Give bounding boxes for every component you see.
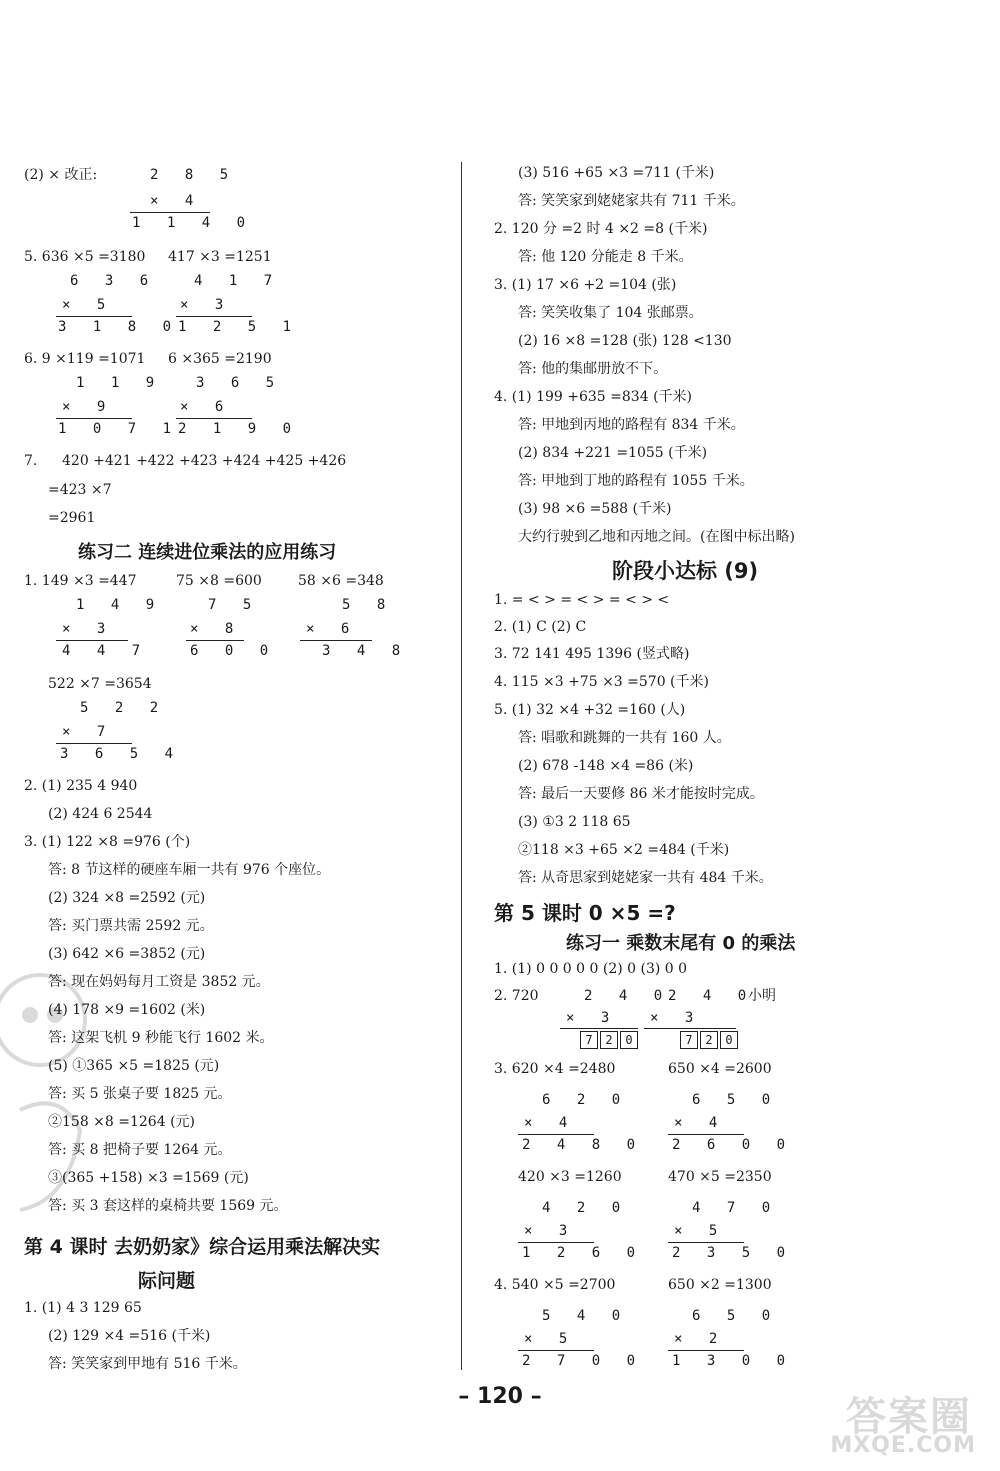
vertical-calc-result: 3 1 8 0 <box>58 319 181 335</box>
lesson-5-item-3d: 470 ×5 =2350 <box>668 1169 772 1185</box>
answer-boxes <box>680 1031 740 1049</box>
vertical-calc-top: 6 5 0 <box>692 1092 780 1108</box>
vertical-calc-mid: × 5 <box>524 1331 577 1347</box>
practice-item-2b: (2) 424 6 2544 <box>48 806 153 822</box>
item-4: 4. (1) 199 +635 =834 (千米) <box>494 389 692 405</box>
vertical-calc-mid: × 6 <box>306 621 359 637</box>
answer-boxes <box>580 1031 640 1049</box>
vertical-calc-top: 2 4 0 <box>584 988 672 1004</box>
vertical-calc-result: 1 0 7 1 <box>58 421 181 437</box>
practice-item-3-2: (2) 324 ×8 =2592 (元) <box>48 890 206 906</box>
test-item-1: 1. = < > = < > = < > < <box>494 592 670 608</box>
vertical-calc-result: 1 2 5 1 <box>178 319 301 335</box>
watermark-logo <box>822 1383 982 1463</box>
item-6: 6. 9 ×119 =1071 <box>24 351 146 367</box>
vertical-calc-top: 2 4 0 <box>668 988 756 1004</box>
lesson-5-item-2-name: 小明 <box>748 988 776 1004</box>
calc-line <box>668 1242 744 1243</box>
vertical-calc-top: 6 3 6 <box>70 273 158 289</box>
lesson-5-subheading: 练习一 乘数末尾有 0 的乘法 <box>566 933 796 954</box>
vertical-calc-mid: × 3 <box>524 1223 577 1239</box>
vertical-calc-top: 6 5 0 <box>692 1308 780 1324</box>
vertical-calc-result: 4 4 7 <box>62 643 150 659</box>
lesson-5-heading: 第 5 课时 0 ×5 =? <box>494 901 676 925</box>
test-item-5-2: (2) 678 -148 ×4 =86 (米) <box>518 758 694 774</box>
item-7-step: =423 ×7 <box>48 482 112 498</box>
vertical-calc-result: 3 4 8 <box>322 643 410 659</box>
answer-line: 大约行驶到乙地和丙地之间。(在图中标出略) <box>518 529 795 545</box>
test-item-2: 2. (1) C (2) C <box>494 619 587 635</box>
digit-box: 2 <box>700 1031 718 1049</box>
vertical-calc-top: 5 8 <box>342 597 395 613</box>
lesson-5-item-3c: 420 ×3 =1260 <box>518 1169 622 1185</box>
answer-line: 答: 笑笑家到甲地有 516 千米。 <box>48 1356 247 1372</box>
vertical-calc-result: 2 7 0 0 <box>522 1353 645 1369</box>
item-6b: 6 ×365 =2190 <box>168 351 272 367</box>
test-item-4: 4. 115 ×3 +75 ×3 =570 (千米) <box>494 674 709 690</box>
digit-box: 0 <box>620 1031 638 1049</box>
vertical-calc-top: 7 5 <box>208 597 261 613</box>
item-2: 2. 120 分 =2 时 4 ×2 =8 (千米) <box>494 221 708 237</box>
test-item-3: 3. 72 141 495 1396 (竖式略) <box>494 646 690 662</box>
calc-line <box>300 640 372 641</box>
calc-line <box>668 1134 744 1135</box>
vertical-calc-mid: × 6 <box>180 399 233 415</box>
vertical-calc-mid: × 4 <box>150 193 203 209</box>
lesson-5-item-3b: 650 ×4 =2600 <box>668 1061 772 1077</box>
test-item-5: 5. (1) 32 ×4 +32 =160 (人) <box>494 702 686 718</box>
test-item-5-3: (3) ①3 2 118 65 <box>518 814 631 830</box>
answer-line: 答: 笑笑家到姥姥家共有 711 千米。 <box>518 193 745 209</box>
lesson-4-heading-cont: 际问题 <box>138 1270 196 1292</box>
practice-item-3: 3. (1) 122 ×8 =976 (个) <box>24 834 191 850</box>
lesson-4-item-1: 1. (1) 4 3 129 65 <box>24 1300 142 1316</box>
lesson-5-item-1: 1. (1) 0 0 0 0 0 (2) 0 (3) 0 0 <box>494 961 688 977</box>
vertical-calc-top: 5 4 0 <box>542 1308 630 1324</box>
watermark-text: 答案圈 <box>846 1394 972 1440</box>
calc-line <box>176 418 252 419</box>
answer-line: 答: 这架飞机 9 秒能飞行 1602 米。 <box>48 1030 274 1046</box>
vertical-calc-top: 6 2 0 <box>542 1092 630 1108</box>
practice-item-3-3: (3) 642 ×6 =3852 (元) <box>48 946 206 962</box>
vertical-calc-top: 4 1 7 <box>194 273 282 289</box>
answer-line: 答: 最后一天要修 86 米才能按时完成。 <box>518 786 764 802</box>
calc-line <box>644 1028 736 1029</box>
vertical-calc-top: 3 6 5 <box>196 375 284 391</box>
digit-box: 0 <box>720 1031 738 1049</box>
lesson-5-item-2: 2. 720 <box>494 988 539 1004</box>
vertical-calc-mid: × 5 <box>62 297 115 313</box>
item-5: 5. 636 ×5 =3180 <box>24 249 146 265</box>
answer-line: 答: 他 120 分能走 8 千米。 <box>518 249 693 265</box>
calc-line <box>560 1028 638 1029</box>
calc-line <box>186 640 244 641</box>
digit-box: 2 <box>600 1031 618 1049</box>
answer-line: 答: 8 节这样的硬座车厢一共有 976 个座位。 <box>48 862 331 878</box>
practice-item-1d: 522 ×7 =3654 <box>48 676 152 692</box>
vertical-calc-mid: × 4 <box>674 1115 727 1131</box>
vertical-calc-result: 1 2 6 0 <box>522 1245 645 1261</box>
answer-line: 答: 笑笑收集了 104 张邮票。 <box>518 305 703 321</box>
vertical-calc-result: 2 6 0 0 <box>672 1137 795 1153</box>
digit-box: 7 <box>580 1031 598 1049</box>
answer-line: 答: 甲地到丁地的路程有 1055 千米。 <box>518 473 754 489</box>
answer-line: 答: 买 5 张桌子要 1825 元。 <box>48 1086 232 1102</box>
answer-line: 答: 从奇思家到姥姥家一共有 484 千米。 <box>518 870 773 886</box>
item-1-3: (3) 516 +65 ×3 =711 (千米) <box>518 165 715 181</box>
vertical-calc-mid: × 3 <box>180 297 233 313</box>
item-7-expr: 420 +421 +422 +423 +424 +425 +426 <box>62 453 347 469</box>
lesson-4-heading: 第 4 课时 去奶奶家》综合运用乘法解决实 <box>24 1236 381 1258</box>
calc-line <box>130 212 210 213</box>
vertical-calc-result: 6 0 0 <box>190 643 278 659</box>
answer-line: 答: 唱歌和跳舞的一共有 160 人。 <box>518 730 731 746</box>
lesson-5-item-3: 3. 620 ×4 =2480 <box>494 1061 616 1077</box>
item-4-2: (2) 834 +221 =1055 (千米) <box>518 445 708 461</box>
vertical-calc-result: 1 1 4 0 <box>132 215 255 231</box>
item-7: 7. <box>24 453 38 469</box>
vertical-calc-top: 1 4 9 <box>76 597 164 613</box>
vertical-calc-mid: × 9 <box>62 399 115 415</box>
vertical-calc-result: 2 1 9 0 <box>178 421 301 437</box>
answer-line: 答: 买门票共需 2592 元。 <box>48 918 214 934</box>
vertical-calc-top: 2 8 5 <box>150 167 238 183</box>
practice-item-1: 1. 149 ×3 =447 <box>24 573 137 589</box>
item-4-3: (3) 98 ×6 =588 (千米) <box>518 501 672 517</box>
page-number: – 120 – <box>458 1384 542 1409</box>
vertical-calc-mid: × 2 <box>674 1331 727 1347</box>
item-5b: 417 ×3 =1251 <box>168 249 272 265</box>
item-2-2-label: (2) × 改正: <box>24 167 98 183</box>
column-divider <box>461 162 462 1370</box>
section-heading-practice-2: 练习二 连续进位乘法的应用练习 <box>78 542 337 563</box>
lesson-4-item-1-2: (2) 129 ×4 =516 (千米) <box>48 1328 211 1344</box>
practice-item-1c: 58 ×6 =348 <box>298 573 384 589</box>
vertical-calc-mid: × 3 <box>650 1010 703 1026</box>
calc-line <box>56 640 128 641</box>
vertical-calc-mid: × 7 <box>62 724 115 740</box>
practice-item-3-5b: ②158 ×8 =1264 (元) <box>48 1114 195 1130</box>
calc-line <box>56 418 132 419</box>
vertical-calc-top: 1 1 9 <box>76 375 164 391</box>
calc-line <box>56 743 132 744</box>
mascot-illustration <box>0 960 110 1220</box>
item-3: 3. (1) 17 ×6 +2 =104 (张) <box>494 277 677 293</box>
answer-line: 答: 甲地到丙地的路程有 834 千米。 <box>518 417 745 433</box>
calc-line <box>176 316 252 317</box>
practice-item-1b: 75 ×8 =600 <box>176 573 262 589</box>
vertical-calc-top: 4 7 0 <box>692 1200 780 1216</box>
vertical-calc-result: 2 4 8 0 <box>522 1137 645 1153</box>
vertical-calc-top: 5 2 2 <box>80 700 168 716</box>
practice-item-3-5c: ③(365 +158) ×3 =1569 (元) <box>48 1170 249 1186</box>
vertical-calc-result: 3 6 5 4 <box>60 746 183 762</box>
test-item-5-3b: ②118 ×3 +65 ×2 =484 (千米) <box>518 842 730 858</box>
practice-item-3-4: (4) 178 ×9 =1602 (米) <box>48 1002 206 1018</box>
practice-item-3-5: (5) ①365 ×5 =1825 (元) <box>48 1058 220 1074</box>
vertical-calc-top: 4 2 0 <box>542 1200 630 1216</box>
practice-item-2: 2. (1) 235 4 940 <box>24 778 138 794</box>
lesson-5-item-4: 4. 540 ×5 =2700 <box>494 1277 616 1293</box>
vertical-calc-mid: × 3 <box>62 621 115 637</box>
vertical-calc-result: 2 3 5 0 <box>672 1245 795 1261</box>
answer-line: 答: 现在妈妈每月工资是 3852 元。 <box>48 974 270 990</box>
item-3-2: (2) 16 ×8 =128 (张) 128 <130 <box>518 333 732 349</box>
stage-test-heading: 阶段小达标 (9) <box>612 559 759 583</box>
calc-line <box>518 1242 594 1243</box>
digit-box: 7 <box>680 1031 698 1049</box>
vertical-calc-mid: × 8 <box>190 621 243 637</box>
vertical-calc-result: 1 3 0 0 <box>672 1353 795 1369</box>
answer-line: 答: 他的集邮册放不下。 <box>518 361 668 377</box>
vertical-calc-mid: × 5 <box>674 1223 727 1239</box>
item-7-answer: =2961 <box>48 510 96 526</box>
vertical-calc-mid: × 3 <box>566 1010 619 1026</box>
answer-line: 答: 买 3 套这样的桌椅共要 1569 元。 <box>48 1198 288 1214</box>
calc-line <box>668 1350 744 1351</box>
calc-line <box>56 316 132 317</box>
calc-line <box>518 1350 594 1351</box>
watermark-url: MXQE.COM <box>830 1433 976 1458</box>
lesson-5-item-4b: 650 ×2 =1300 <box>668 1277 772 1293</box>
vertical-calc-mid: × 4 <box>524 1115 577 1131</box>
answer-line: 答: 买 8 把椅子要 1264 元。 <box>48 1142 232 1158</box>
calc-line <box>518 1134 594 1135</box>
